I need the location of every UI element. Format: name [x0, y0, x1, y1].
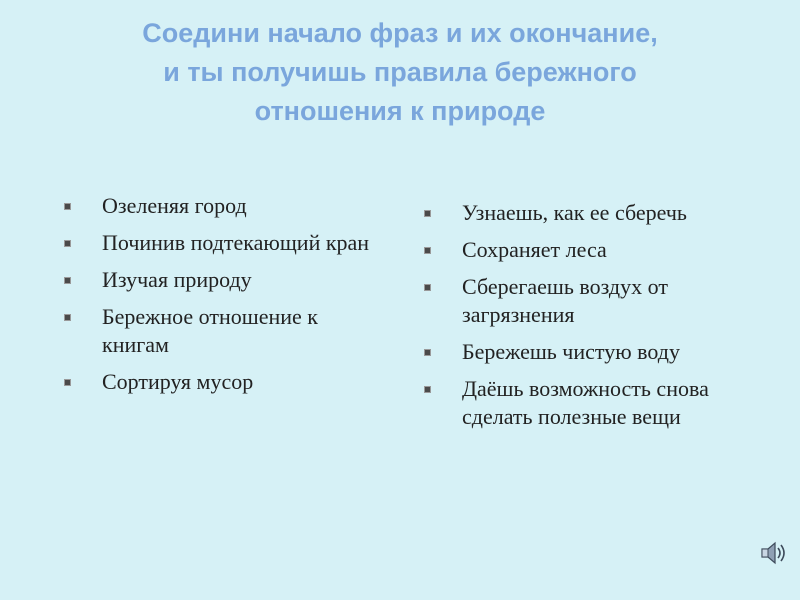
title-line-3: отношения к природе: [254, 96, 546, 126]
title-line-2: и ты получишь правила бережного: [163, 57, 637, 87]
right-phrase-list: [424, 199, 754, 440]
list-item: [424, 236, 754, 264]
list-item-text: Сортируя мусор: [102, 369, 254, 394]
list-item: [64, 192, 384, 220]
bullet-icon: [424, 284, 431, 291]
list-item: [64, 368, 384, 396]
bullet-icon: [64, 240, 71, 247]
bullet-icon: [424, 247, 431, 254]
list-item: [424, 375, 754, 431]
bullet-icon: [64, 203, 71, 210]
list-item-text: Узнаешь, как ее сберечь: [462, 200, 687, 225]
list-item-text: Даёшь возможность снова сделать полезные вещи: [462, 376, 709, 429]
list-item-text: Сберегаешь воздух от загрязнения: [462, 274, 668, 327]
speaker-icon[interactable]: [758, 538, 788, 568]
list-item-text: Сохраняет леса: [462, 237, 607, 262]
list-item: [424, 273, 754, 329]
list-item-text: Починив подтекающий кран: [102, 230, 370, 255]
list-item: [424, 199, 754, 227]
list-item: [64, 229, 384, 257]
list-item-text: Бережешь чистую воду: [462, 339, 680, 364]
bullet-icon: [424, 210, 431, 217]
list-item-text: Изучая природу: [102, 267, 252, 292]
bullet-icon: [64, 314, 71, 321]
bullet-icon: [424, 386, 431, 393]
bullet-icon: [64, 277, 71, 284]
left-phrase-list: [64, 192, 384, 405]
bullet-icon: [424, 349, 431, 356]
list-item: [64, 266, 384, 294]
bullet-icon: [64, 379, 71, 386]
list-item-text: Озеленяя город: [102, 193, 247, 218]
list-item-text: Бережное отношение к книгам: [102, 304, 318, 357]
page-title: [80, 14, 720, 131]
list-item: [64, 303, 384, 359]
list-item: [424, 338, 754, 366]
title-line-1: Соедини начало фраз и их окончание,: [142, 18, 658, 48]
